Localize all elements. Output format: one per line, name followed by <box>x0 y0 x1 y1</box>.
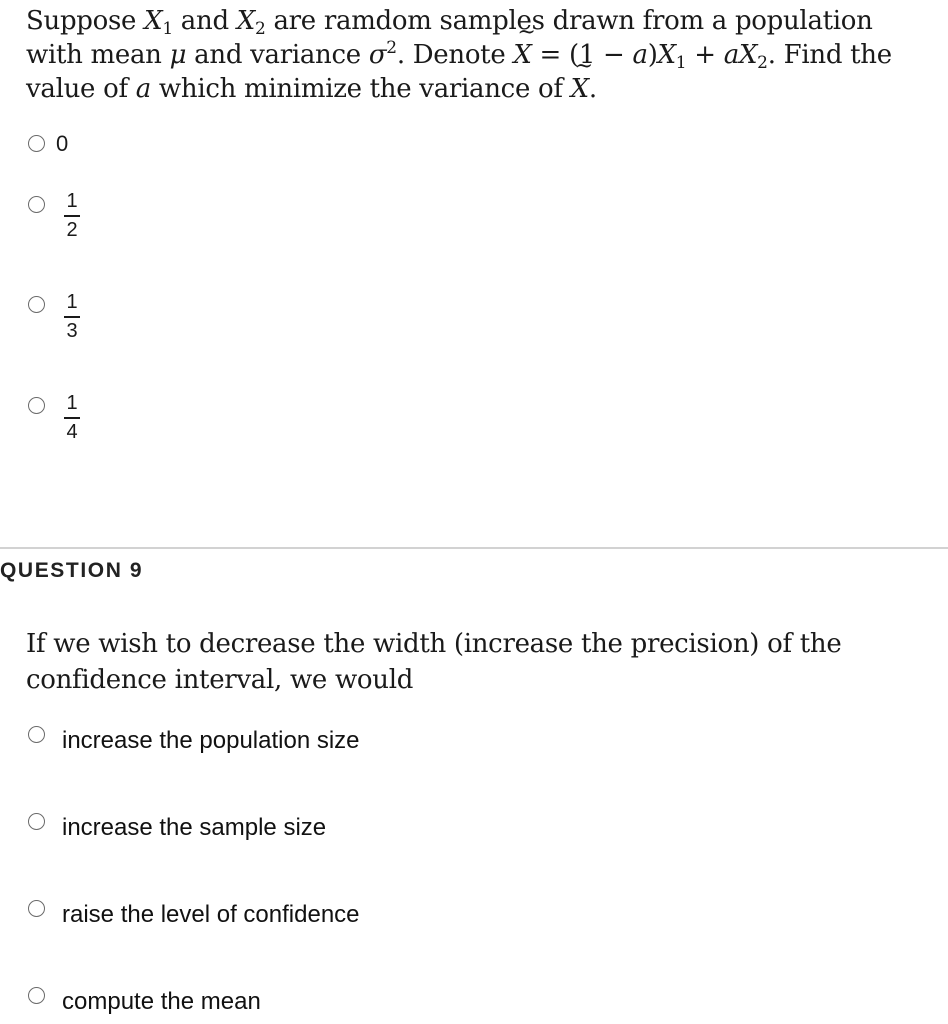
q9-option-label: raise the level of confidence <box>62 901 360 928</box>
question-8-text: Suppose $X_1$ and $X_2$ are ramdom samples drawn from a population with mean μ and variance $\sigma^2$. Denote ~ $X = (1 - a)X_1 + aX_2$. Find the value of a which minimize the variance of ~ X. <box>26 4 931 106</box>
q9-option-radio[interactable] <box>28 726 45 743</box>
q9-option-radio[interactable] <box>28 900 45 917</box>
q8-option-label: 0 <box>56 131 69 156</box>
question-9-heading: QUESTION 9 <box>0 559 144 582</box>
q8-option-radio[interactable] <box>28 397 45 414</box>
question-divider <box>0 547 948 549</box>
q9-option-label: increase the population size <box>62 727 360 754</box>
q8-option-radio[interactable] <box>28 135 45 152</box>
q9-option-label: compute the mean <box>62 988 261 1015</box>
q8-option-fraction: 1 4 <box>60 392 84 443</box>
q8-option-fraction: 1 2 <box>60 190 84 241</box>
q9-option-radio[interactable] <box>28 813 45 830</box>
question-9-text: If we wish to decrease the width (increase the precision) of the confidence interval, we would <box>26 629 842 695</box>
q9-option-radio[interactable] <box>28 987 45 1004</box>
q8-option-fraction: 1 3 <box>60 291 84 342</box>
q8-option-radio[interactable] <box>28 196 45 213</box>
q8-option-radio[interactable] <box>28 296 45 313</box>
q9-option-label: increase the sample size <box>62 814 327 841</box>
